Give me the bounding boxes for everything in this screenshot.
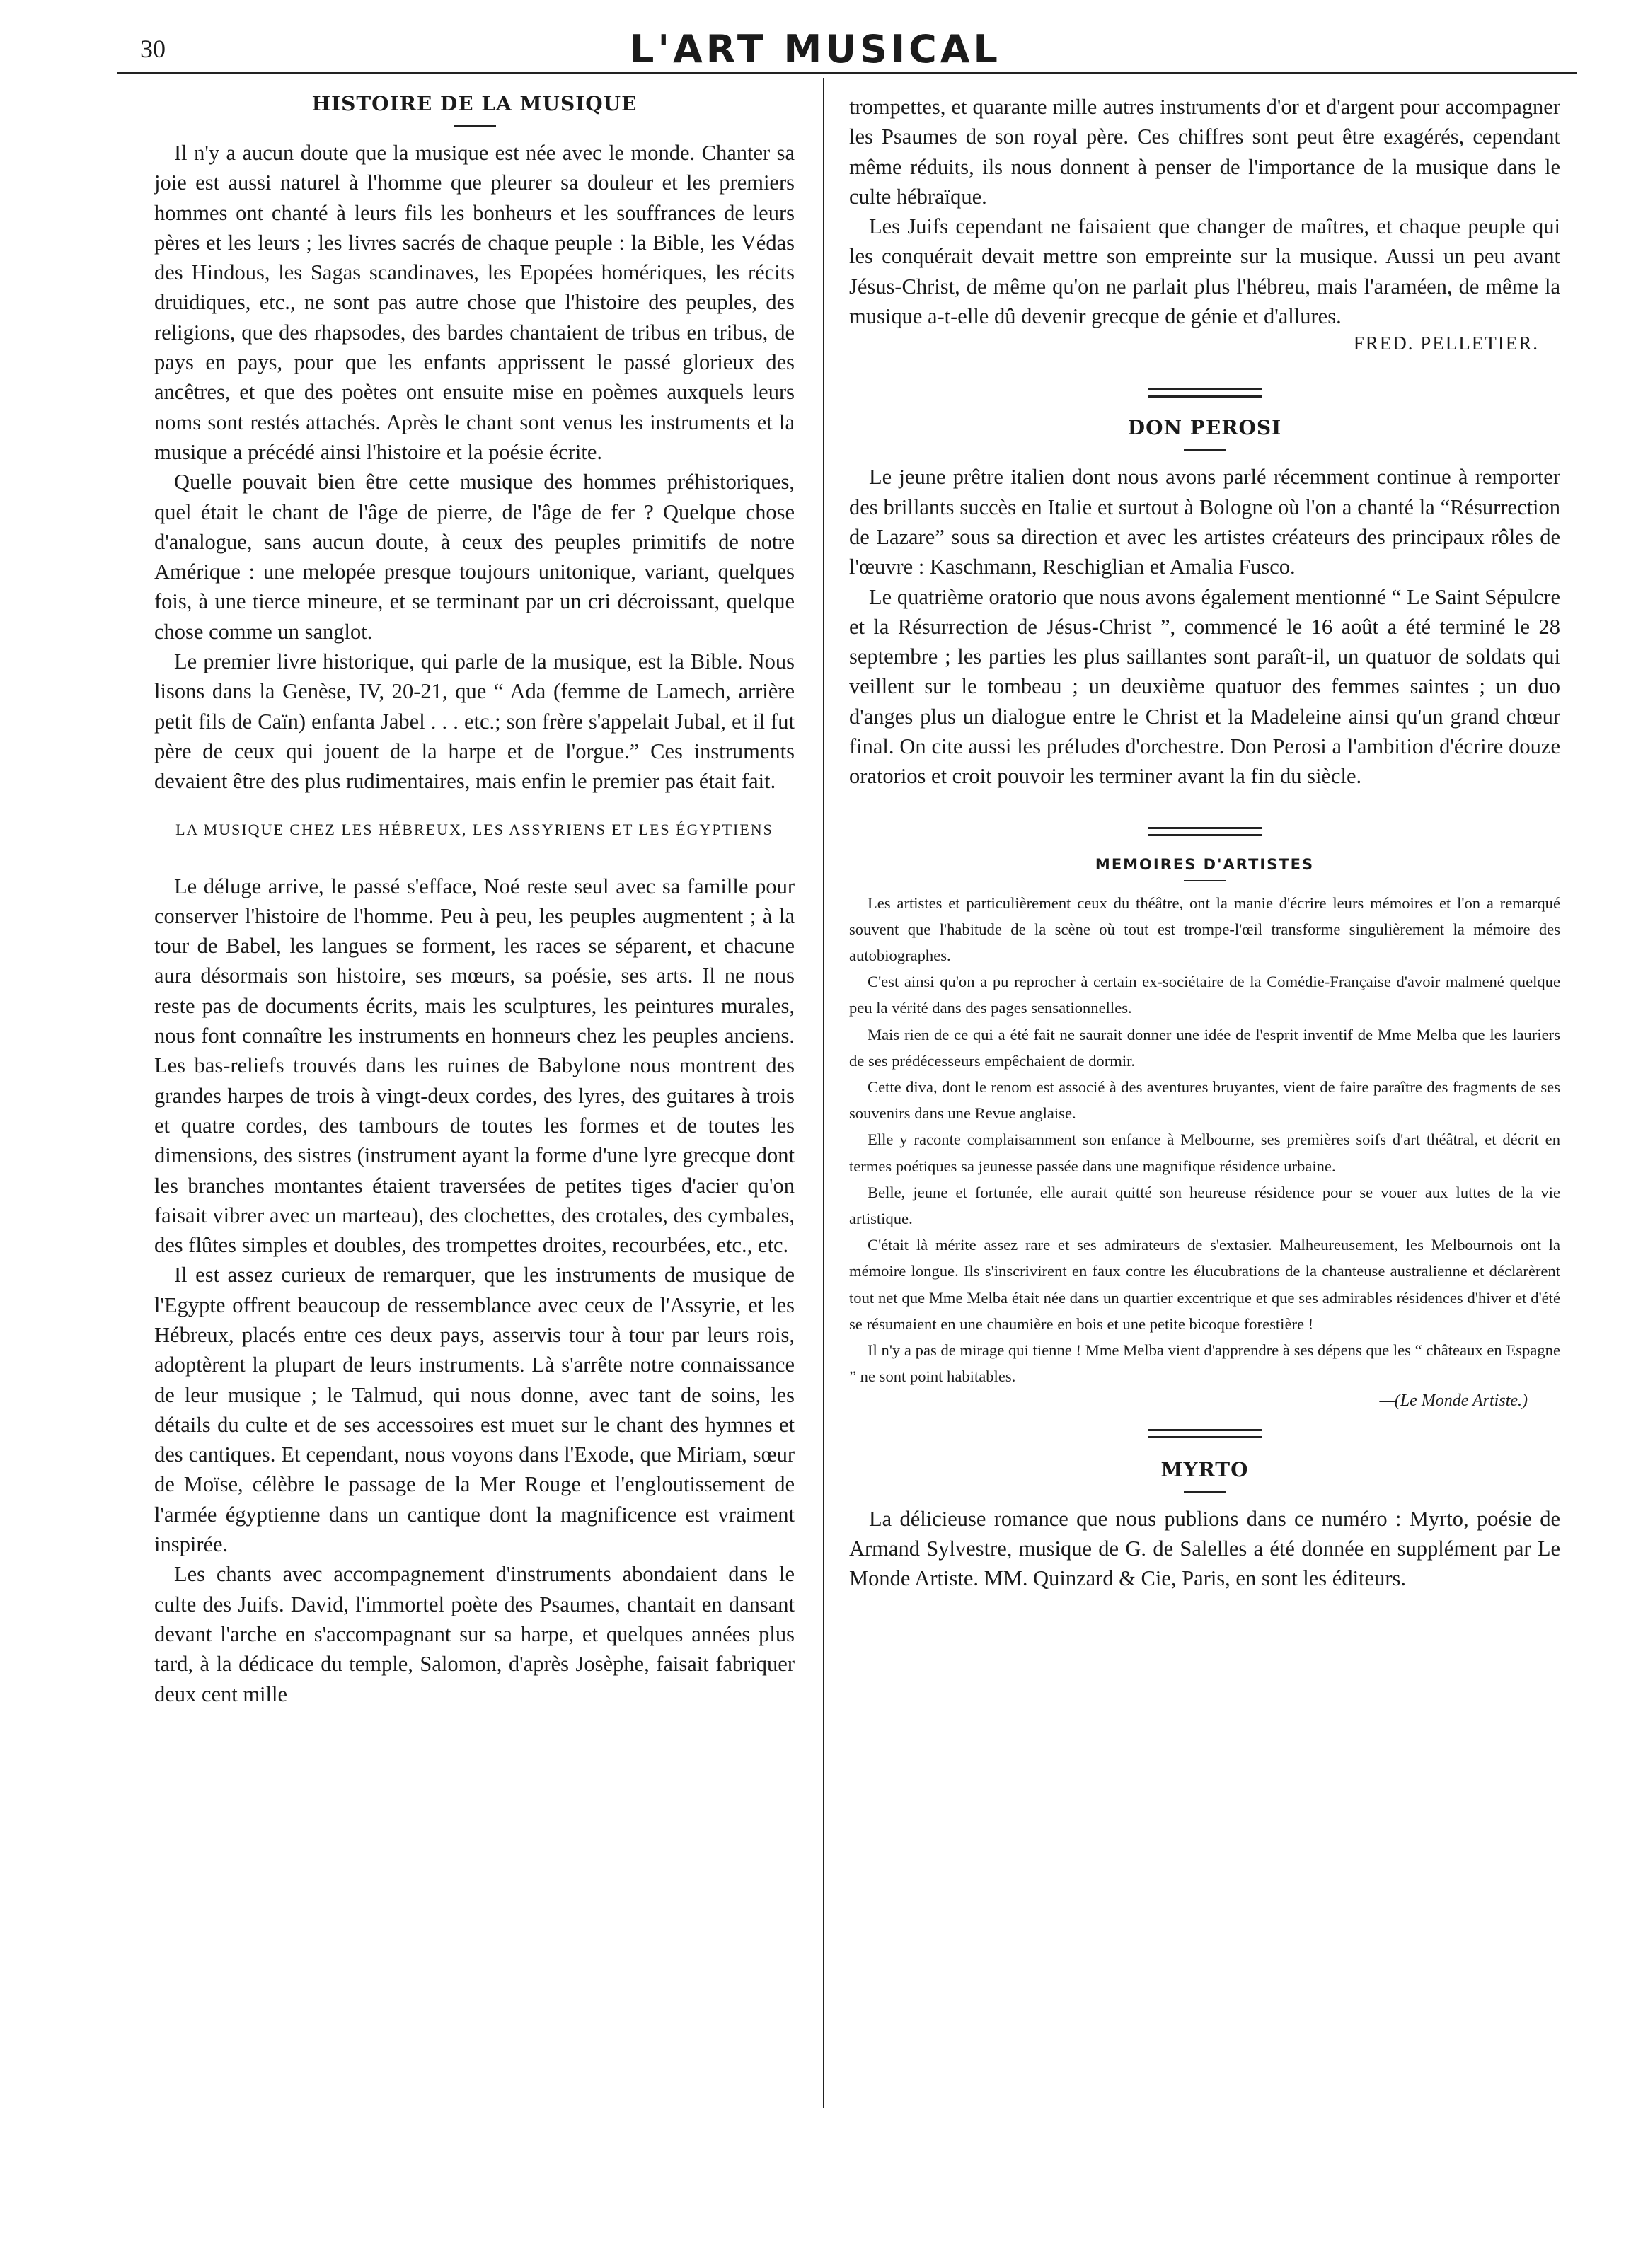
right-column: [849, 92, 1560, 1593]
paragraph: Il n'y a aucun doute que la musique est née avec le monde. Chanter sa joie est aussi naturel à l'homme que pleurer sa douleur et les premiers hommes ont chanté à leurs fils les bonheurs et les souffrances de leurs pères et les leurs ; les livres sacrés de chaque peuple : la Bible, les Védas des Hindous, les Sagas scandinaves, les Epopées homériques, les récits druidiques, etc., ne sont pas autre chose que l'histoire des peuples, des religions, que des rhapsodes, des bardes chantaient de tribus en tribus, de pays en pays, pour que les enfants apprissent le passé glorieux des ancêtres, et que des poètes ont ensuite mise en poèmes auxquels leurs noms sont restés attachés. Après le chant sont venus les instruments et la musique a précédé ainsi l'histoire et la poésie écrite.: [154, 141, 795, 464]
paragraph: Il n'y a pas de mirage qui tienne ! Mme Melba vient d'apprendre à ses dépens que les “ châteaux en Espagne ” ne sont point habitables.: [849, 1341, 1560, 1386]
column-separator: [823, 78, 824, 2108]
section-heading: LA MUSIQUE CHEZ LES HÉBREUX, LES ASSYRIENS ET LES ÉGYPTIENS: [175, 820, 773, 838]
paragraph: C'est ainsi qu'on a pu reprocher à certain ex-sociétaire de la Comédie-Française d'avoir malmené quelque peu la vérité dans des pages sensationnelles.: [849, 973, 1560, 1017]
paragraph: C'était là mérite assez rare et ses admirateurs de s'extasier. Malheureusement, les Melbournois ont la mémoire longue. Ils s'inscrivirent en faux contre les élucubrations de la chanteuse australienne et déclarèrent tout net que Mme Melba était née dans un quartier excentrique et que ses admirables résidences d'hiver et d'été se résumaient en une chaumière en bois et une petite bicoque forestière !: [849, 1236, 1560, 1333]
header-rule: [117, 72, 1577, 74]
paragraph: Les Juifs cependant ne faisaient que changer de maîtres, et chaque peuple qui les conquérait devait mettre son empreinte sur la musique. Aussi un peu avant Jésus-Christ, de même qu'on ne parlait plus l'hébreu, mais l'araméen, de même la musique a-t-elle dû devenir grecque de génie et d'allures.: [849, 214, 1560, 329]
paragraph: Les chants avec accompagnement d'instruments abondaient dans le culte des Juifs. David, l'immortel poète des Psaumes, chantait en dansant devant l'arche en s'accompagnant sur sa harpe, et quelques années plus tard, à la dédicace du temple, Salomon, d'après Josèphe, faisait fabriquer deux cent mille: [154, 1562, 795, 1706]
author-signature: FRED. PELLETIER.: [1353, 332, 1539, 354]
paragraph: Quelle pouvait bien être cette musique des hommes préhistoriques, quel était le chant de l'âge de pierre, de l'âge de fer ? Quelque chose d'analogue, sans aucun doute, à ceux des peuples primitifs de notre Amérique : une melopée presque toujours unitonique, variant, quelques fois, à une tierce mineure, et se terminant par un cri décroissant, quelque chose comme un sanglot.: [154, 470, 795, 644]
paragraph: Le premier livre historique, qui parle de la musique, est la Bible. Nous lisons dans la Genèse, IV, 20-21, que “ Ada (femme de Lamech, arrière petit fils de Caïn) enfanta Jabel . . . etc.; son frère s'appelait Jubal, et il fut père de ceux qui jouent de la harpe et de l'orgue.” Ces instruments devaient être des plus rudimentaires, mais enfin le premier pas était fait.: [154, 649, 795, 794]
paragraph: Belle, jeune et fortunée, elle aurait quitté son heureuse résidence pour se vouer aux luttes de la vie artistique.: [849, 1183, 1560, 1228]
article-title: MEMOIRES D'ARTISTES: [1095, 855, 1315, 873]
paragraph: Mais rien de ce qui a été fait ne saurait donner une idée de l'esprit inventif de Mme Melba que les lauriers de ses prédécesseurs empêchaient de dormir.: [849, 1025, 1560, 1070]
paragraph: Le jeune prêtre italien dont nous avons parlé récemment continue à remporter des brillants succès en Italie et surtout à Bologne où l'on a chanté la “Résurrection de Lazare” sous sa direction et avec les artistes créateurs des principaux rôles de l'œuvre : Kaschmann, Reschiglian et Amalia Fusco.: [849, 465, 1560, 579]
journal-title: L'ART MUSICAL: [630, 27, 1001, 71]
section-divider: [1148, 388, 1262, 398]
section-divider: [1148, 1429, 1262, 1438]
source-credit: —(Le Monde Artiste.): [1379, 1391, 1528, 1410]
article-title: HISTOIRE DE LA MUSIQUE: [311, 92, 638, 115]
article-title: MYRTO: [1160, 1457, 1249, 1481]
title-dash: [1184, 880, 1226, 881]
paragraph: Elle y raconte complaisamment son enfance à Melbourne, ses premières soifs d'art théâtral, et décrit en termes poétiques sa jeunesse passée dans une magnifique résidence urbaine.: [849, 1130, 1560, 1175]
left-column: [154, 92, 795, 1709]
title-dash: [1184, 449, 1226, 451]
paragraph: Le quatrième oratorio que nous avons également mentionné “ Le Saint Sépulcre et la Résurrection de Jésus-Christ ”, commencé le 16 août a été terminé le 28 septembre ; les parties les plus saillantes sont paraît-il, un quatuor de soldats qui veillent sur le tombeau ; un deuxième quatuor des femmes saintes ; un duo d'anges plus un dialogue entre le Christ et la Madeleine ainsi qu'un grand chœur final. On cite aussi les préludes d'orchestre. Don Perosi a l'ambition d'écrire douze oratorios et croit pouvoir les terminer avant la fin du siècle.: [849, 584, 1560, 789]
paragraph: Il est assez curieux de remarquer, que les instruments de musique de l'Egypte offrent beaucoup de ressemblance avec ceux de l'Assyrie, et les Hébreux, placés entre ces deux pays, asservis tour à tour par leurs rois, adoptèrent la plupart de leurs instruments. Là s'arrête notre connaissance de leur musique ; le Talmud, qui nous donne, avec tant de soins, les détails du culte et de ses accessoires est muet sur le chant des hymnes et des cantiques. Et cependant, nous voyons dans l'Exode, que Miriam, sœur de Moïse, célèbre le passage de la Mer Rouge et l'engloutissement de l'armée égyptienne dans un cantique dont la magnificence est vraiment inspirée.: [154, 1263, 795, 1557]
title-dash: [454, 125, 496, 127]
article-title: DON PEROSI: [1127, 416, 1282, 440]
paragraph: Le déluge arrive, le passé s'efface, Noé reste seul avec sa famille pour conserver l'histoire de l'homme. Peu à peu, les peuples augmentent ; à la tour de Babel, les langues se forment, les races se séparent, et chacune aura désormais son histoire, ses mœurs, sa poésie, ses arts. Il ne nous reste pas de documents écrits, mais les sculptures, les peintures murales, nous font connaître les instruments en honneurs chez les peuples anciens. Les bas-reliefs trouvés dans les ruines de Babylone nous montrent des grandes harpes de trois à vingt-deux cordes, des lyres, des guitares à trois et quatre cordes, des tambours de toutes les formes et de toutes les dimensions, des sistres (instrument ayant la forme d'une lyre grecque dont les branches montantes étaient traversées de petites tiges d'acier qu'on faisait vibrer avec un marteau), des clochettes, des crotales, des cymbales, des flûtes simples et doubles, des trompettes droites, recourbées, etc., etc.: [154, 874, 795, 1258]
paragraph: trompettes, et quarante mille autres instruments d'or et d'argent pour accompagner les Psaumes de son royal père. Ces chiffres sont peut être exagérés, cependant même réduits, ils nous donnent à penser de l'importance de la musique dans le culte hébraïque.: [849, 95, 1560, 209]
paragraph: Cette diva, dont le renom est associé à des aventures bruyantes, vient de faire paraître des fragments de ses souvenirs dans une Revue anglaise.: [849, 1078, 1560, 1123]
paragraph: La délicieuse romance que nous publions dans ce numéro : Myrto, poésie de Armand Sylvestre, musique de G. de Salelles a été donnée en supplément par Le Monde Artiste. MM. Quinzard & Cie, Paris, en sont les éditeurs.: [849, 1506, 1560, 1591]
page-number: 30: [140, 35, 166, 63]
title-dash: [1184, 1491, 1226, 1493]
paragraph: Les artistes et particulièrement ceux du théâtre, ont la manie d'écrire leurs mémoires et l'on a remarqué souvent que l'habitude de la scène où tout est trompe-l'œil transforme singulièrement la mémoire des autobiographes.: [849, 893, 1560, 965]
section-divider: [1148, 827, 1262, 836]
